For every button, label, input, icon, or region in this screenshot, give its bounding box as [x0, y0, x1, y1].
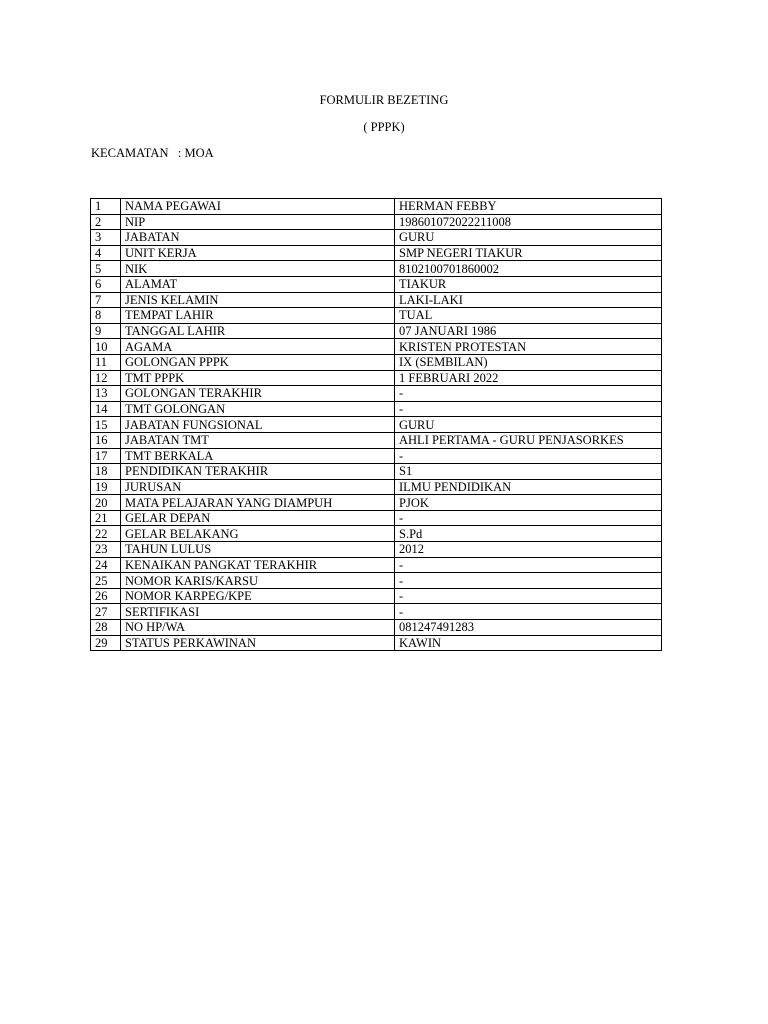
row-field-label: NO HP/WA: [121, 620, 395, 636]
row-field-value: S1: [395, 464, 662, 480]
row-number: 23: [91, 542, 121, 558]
table-row: [91, 230, 662, 246]
table-row: [91, 199, 662, 215]
row-field-value: SMP NEGERI TIAKUR: [395, 245, 662, 261]
table-row: [91, 542, 662, 558]
row-number: 25: [91, 573, 121, 589]
row-number: 13: [91, 386, 121, 402]
row-number: 19: [91, 479, 121, 495]
row-field-label: TMT PPPK: [121, 370, 395, 386]
table-row: [91, 245, 662, 261]
row-field-value: 198601072022211008: [395, 214, 662, 230]
row-number: 6: [91, 276, 121, 292]
row-field-value: -: [395, 510, 662, 526]
table-row: [91, 432, 662, 448]
row-field-label: TMT BERKALA: [121, 448, 395, 464]
table-row: [91, 339, 662, 355]
row-field-label: NIK: [121, 261, 395, 277]
table-row: [91, 323, 662, 339]
table-row: [91, 573, 662, 589]
table-row: [91, 370, 662, 386]
table-row: [91, 588, 662, 604]
row-number: 28: [91, 620, 121, 636]
row-field-label: NOMOR KARPEG/KPE: [121, 588, 395, 604]
district-value: MOA: [184, 146, 214, 160]
row-field-label: JURUSAN: [121, 479, 395, 495]
row-number: 22: [91, 526, 121, 542]
row-number: 8: [91, 308, 121, 324]
row-field-label: KENAIKAN PANGKAT TERAKHIR: [121, 557, 395, 573]
row-field-value: GURU: [395, 417, 662, 433]
table-row: [91, 292, 662, 308]
row-field-value: TUAL: [395, 308, 662, 324]
row-field-label: JABATAN: [121, 230, 395, 246]
row-field-label: ALAMAT: [121, 276, 395, 292]
row-field-value: GURU: [395, 230, 662, 246]
row-field-label: NOMOR KARIS/KARSU: [121, 573, 395, 589]
bezeting-table: [90, 198, 662, 651]
row-field-value: KAWIN: [395, 635, 662, 651]
table-row: [91, 495, 662, 511]
district-separator: :: [177, 146, 182, 160]
row-field-label: JABATAN FUNGSIONAL: [121, 417, 395, 433]
table-row: [91, 214, 662, 230]
row-number: 20: [91, 495, 121, 511]
row-field-label: NIP: [121, 214, 395, 230]
row-field-label: GELAR DEPAN: [121, 510, 395, 526]
row-field-value: IX (SEMBILAN): [395, 354, 662, 370]
row-field-value: -: [395, 588, 662, 604]
row-field-label: SERTIFIKASI: [121, 604, 395, 620]
table-row: [91, 635, 662, 651]
table-row: [91, 479, 662, 495]
row-field-value: -: [395, 401, 662, 417]
table-row: [91, 604, 662, 620]
row-field-value: 2012: [395, 542, 662, 558]
row-field-value: KRISTEN PROTESTAN: [395, 339, 662, 355]
table-row: [91, 401, 662, 417]
row-number: 15: [91, 417, 121, 433]
row-number: 1: [91, 199, 121, 215]
row-field-value: -: [395, 448, 662, 464]
table-row: [91, 386, 662, 402]
row-number: 5: [91, 261, 121, 277]
table-row: [91, 526, 662, 542]
row-number: 24: [91, 557, 121, 573]
row-field-label: MATA PELAJARAN YANG DIAMPUH: [121, 495, 395, 511]
row-field-value: PJOK: [395, 495, 662, 511]
row-number: 10: [91, 339, 121, 355]
row-field-value: 07 JANUARI 1986: [395, 323, 662, 339]
row-field-label: GELAR BELAKANG: [121, 526, 395, 542]
row-field-label: TEMPAT LAHIR: [121, 308, 395, 324]
table-row: [91, 510, 662, 526]
table-row: [91, 354, 662, 370]
table-row: [91, 276, 662, 292]
row-field-label: GOLONGAN TERAKHIR: [121, 386, 395, 402]
row-number: 27: [91, 604, 121, 620]
row-field-label: GOLONGAN PPPK: [121, 354, 395, 370]
row-field-label: TMT GOLONGAN: [121, 401, 395, 417]
document-subtitle: ( PPPK): [363, 120, 405, 134]
row-number: 4: [91, 245, 121, 261]
row-field-label: TANGGAL LAHIR: [121, 323, 395, 339]
document-title: FORMULIR BEZETING: [319, 93, 449, 107]
row-number: 2: [91, 214, 121, 230]
row-field-label: NAMA PEGAWAI: [121, 199, 395, 215]
row-number: 29: [91, 635, 121, 651]
row-number: 11: [91, 354, 121, 370]
row-field-label: STATUS PERKAWINAN: [121, 635, 395, 651]
row-field-value: 1 FEBRUARI 2022: [395, 370, 662, 386]
table-row: [91, 464, 662, 480]
row-field-value: 081247491283: [395, 620, 662, 636]
row-field-value: 8102100701860002: [395, 261, 662, 277]
table-row: [91, 448, 662, 464]
table-row: [91, 261, 662, 277]
row-field-value: LAKI-LAKI: [395, 292, 662, 308]
bezeting-table-body: [91, 199, 662, 651]
table-row: [91, 557, 662, 573]
row-field-value: S.Pd: [395, 526, 662, 542]
row-number: 9: [91, 323, 121, 339]
row-number: 3: [91, 230, 121, 246]
row-field-value: -: [395, 557, 662, 573]
district-label: KECAMATAN: [91, 146, 169, 160]
row-number: 7: [91, 292, 121, 308]
row-field-value: TIAKUR: [395, 276, 662, 292]
row-field-value: -: [395, 386, 662, 402]
row-number: 21: [91, 510, 121, 526]
row-number: 16: [91, 432, 121, 448]
row-field-value: AHLI PERTAMA - GURU PENJASORKES: [395, 432, 662, 448]
row-number: 14: [91, 401, 121, 417]
row-field-label: TAHUN LULUS: [121, 542, 395, 558]
row-field-label: AGAMA: [121, 339, 395, 355]
row-number: 18: [91, 464, 121, 480]
table-row: [91, 308, 662, 324]
row-field-label: JENIS KELAMIN: [121, 292, 395, 308]
row-field-label: PENDIDIKAN TERAKHIR: [121, 464, 395, 480]
district-line: [91, 145, 214, 161]
row-field-value: -: [395, 604, 662, 620]
row-number: 12: [91, 370, 121, 386]
row-field-label: JABATAN TMT: [121, 432, 395, 448]
row-field-value: -: [395, 573, 662, 589]
row-number: 26: [91, 588, 121, 604]
row-number: 17: [91, 448, 121, 464]
row-field-value: ILMU PENDIDIKAN: [395, 479, 662, 495]
row-field-value: HERMAN FEBBY: [395, 199, 662, 215]
table-row: [91, 620, 662, 636]
row-field-label: UNIT KERJA: [121, 245, 395, 261]
table-row: [91, 417, 662, 433]
